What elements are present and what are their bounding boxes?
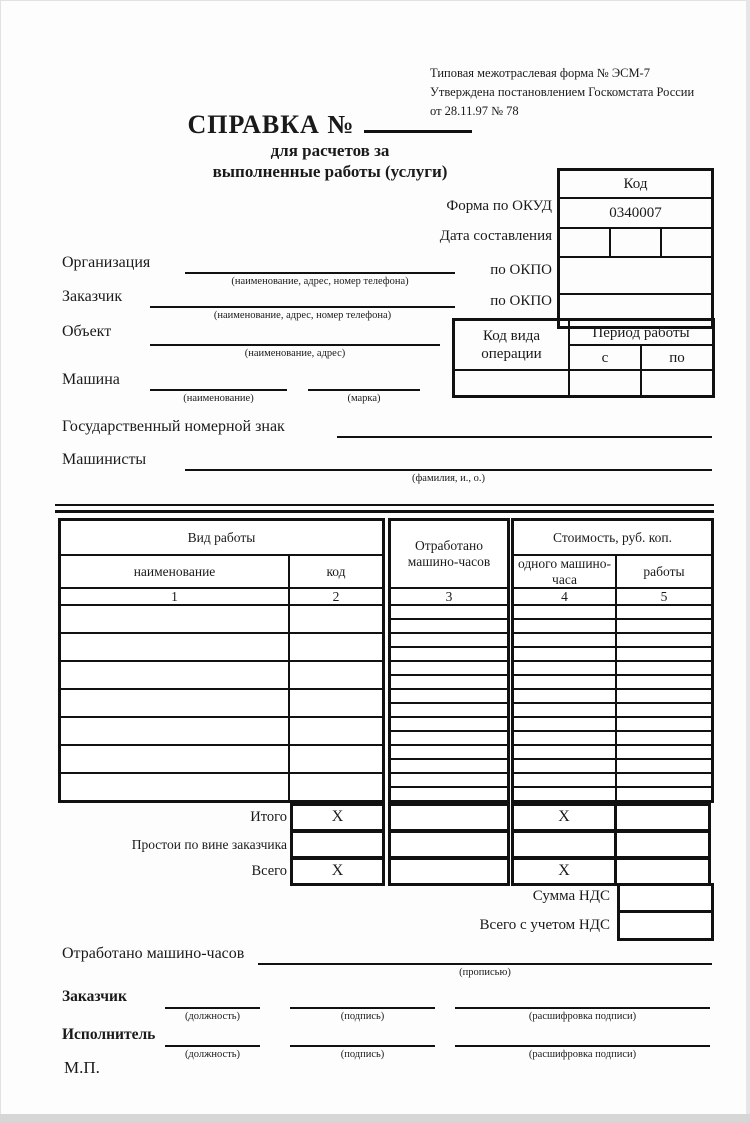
- period-to-header: по: [641, 345, 714, 370]
- okpo-label-2: по ОКПО: [490, 293, 552, 309]
- form-note-line1: Типовая межотраслевая форма № ЭСМ-7: [430, 66, 650, 80]
- executor-position-line: [165, 1045, 260, 1047]
- empty-cell: [514, 788, 615, 800]
- form-note-line3: от 28.11.97 № 78: [430, 103, 519, 118]
- downtime-code-cell: [290, 830, 385, 859]
- operation-code-cell: [454, 370, 570, 397]
- empty-cell: [617, 690, 711, 702]
- col-number-3: 3: [391, 589, 507, 604]
- vat-label: Сумма НДС: [532, 888, 610, 904]
- empty-cell: [514, 648, 615, 660]
- vat-cell: [617, 883, 714, 913]
- object-line: [150, 344, 440, 346]
- grand-total-work-cost-cell: [614, 857, 711, 886]
- empty-cell: [61, 662, 288, 688]
- empty-cell: [617, 774, 711, 786]
- col-work-cost-header: работы: [617, 556, 711, 587]
- empty-cell: [61, 718, 288, 744]
- grand-total-code-cell: X: [290, 857, 385, 886]
- executor-name-line: [455, 1045, 710, 1047]
- empty-cell: [617, 718, 711, 730]
- machine-brand-caption: (марка): [347, 393, 381, 404]
- okud-label: Форма по ОКУД: [446, 198, 552, 214]
- organization-label: Организация: [62, 254, 151, 271]
- grand-total-row: [58, 857, 711, 886]
- empty-cell: [61, 634, 288, 660]
- executor-sign-line: [290, 1045, 435, 1047]
- period-header: Период работы: [569, 320, 714, 346]
- totals-work-cost-cell: [614, 803, 711, 832]
- period-from-cell: [569, 370, 641, 397]
- work-table-group-hours: [388, 518, 510, 803]
- totals-label: Итого: [250, 809, 287, 825]
- empty-cell: [391, 648, 507, 660]
- form-note-line2: Утверждена постановлением Госкомстата России: [430, 84, 695, 99]
- customer-line: [150, 306, 455, 308]
- totals-code-cell: X: [290, 803, 385, 832]
- machine-name-line: [150, 389, 287, 391]
- downtime-hours-cell: [388, 830, 510, 859]
- col-name-header: наименование: [61, 556, 288, 587]
- empty-cell: [617, 760, 711, 772]
- empty-cell: [514, 662, 615, 674]
- empty-cell: [617, 788, 711, 800]
- operation-box: [452, 318, 715, 398]
- empty-cell: [290, 718, 382, 744]
- empty-cell: [617, 662, 711, 674]
- empty-cell: [617, 648, 711, 660]
- okpo-cell-1: [559, 257, 713, 294]
- empty-cell: [290, 662, 382, 688]
- operators-label: Машинисты: [62, 451, 147, 468]
- date-cell-1: [559, 228, 611, 257]
- downtime-row: [58, 830, 711, 859]
- work-table-group-work: [58, 518, 385, 803]
- customer-position-caption: (должность): [184, 1011, 241, 1022]
- col-code-header: код: [290, 556, 382, 587]
- form-subtitle-2: выполненные работы (услуги): [212, 162, 448, 182]
- empty-cell: [391, 620, 507, 632]
- machine-label: Машина: [62, 371, 120, 388]
- date-cell-3: [661, 228, 713, 257]
- form-title-text: СПРАВКА №: [187, 110, 355, 139]
- empty-cell: [514, 760, 615, 772]
- col-number-4: 4: [514, 589, 615, 604]
- state-number-line: [337, 436, 712, 438]
- downtime-label: Простои по вине заказчика: [131, 837, 287, 852]
- totals-hours-cell: [388, 803, 510, 832]
- code-box: [557, 168, 714, 329]
- empty-cell: [514, 704, 615, 716]
- grand-total-label: Всего: [251, 863, 287, 879]
- col-unit-cost-header: одного машино-часа: [514, 556, 615, 587]
- organization-line: [185, 272, 455, 274]
- customer-position-line: [165, 1007, 260, 1009]
- empty-cell: [617, 676, 711, 688]
- operation-code-header: Код вида операции: [454, 320, 570, 371]
- empty-cell: [290, 690, 382, 716]
- code-box-header: Код: [559, 170, 713, 199]
- total-with-vat-cell: [617, 910, 714, 941]
- machine-brand-line: [308, 389, 420, 391]
- empty-cell: [61, 746, 288, 772]
- empty-cell: [391, 732, 507, 744]
- okud-code-cell: 0340007: [559, 198, 713, 228]
- downtime-work-cost-cell: [614, 830, 711, 859]
- work-table: [58, 518, 714, 803]
- col-number-5: 5: [617, 589, 711, 604]
- organization-caption: (наименование, адрес, номер телефона): [231, 276, 409, 287]
- empty-cell: [290, 746, 382, 772]
- empty-cell: [391, 634, 507, 646]
- empty-cell: [391, 746, 507, 758]
- empty-cell: [514, 676, 615, 688]
- section-divider: [55, 504, 714, 513]
- work-table-group-cost: [511, 518, 714, 803]
- date-cell-2: [610, 228, 661, 257]
- col-hours-header: Отработано машино-часов: [391, 521, 507, 587]
- date-label: Дата составления: [439, 228, 552, 244]
- empty-cell: [391, 704, 507, 716]
- customer-signature-label: Заказчик: [62, 988, 127, 1005]
- empty-cell: [290, 606, 382, 632]
- customer-name-caption: (расшифровка подписи): [528, 1011, 637, 1022]
- executor-signature-label: Исполнитель: [62, 1026, 156, 1043]
- scan-edge-right: [746, 0, 750, 1123]
- empty-cell: [391, 788, 507, 800]
- okpo-label-1: по ОКПО: [490, 262, 552, 278]
- customer-caption: (наименование, адрес, номер телефона): [213, 310, 392, 321]
- group-work-header: Вид работы: [61, 521, 382, 554]
- executor-sign-caption: (подпись): [340, 1049, 385, 1060]
- col-number-2: 2: [290, 589, 382, 604]
- empty-cell: [617, 606, 711, 618]
- total-with-vat-label: Всего с учетом НДС: [479, 917, 610, 933]
- empty-cell: [617, 704, 711, 716]
- empty-cell: [514, 774, 615, 786]
- empty-cell: [290, 774, 382, 800]
- grand-total-hours-cell: [388, 857, 510, 886]
- totals-unit-cost-cell: X: [511, 803, 617, 832]
- empty-cell: [391, 662, 507, 674]
- hours-worked-line: [258, 963, 712, 965]
- title-block: [118, 110, 542, 183]
- executor-position-caption: (должность): [184, 1049, 241, 1060]
- empty-cell: [514, 732, 615, 744]
- customer-sign-caption: (подпись): [340, 1011, 385, 1022]
- period-from-header: с: [569, 345, 641, 370]
- totals-row: [58, 803, 711, 832]
- empty-cell: [514, 718, 615, 730]
- empty-cell: [391, 718, 507, 730]
- customer-name-line: [455, 1007, 710, 1009]
- empty-cell: [617, 634, 711, 646]
- hours-worked-label: Отработано машино-часов: [62, 945, 245, 962]
- empty-cell: [617, 732, 711, 744]
- stamp-place-label: М.П.: [64, 1058, 100, 1077]
- state-number-label: Государственный номерной знак: [62, 418, 285, 435]
- customer-label: Заказчик: [62, 288, 123, 305]
- object-label: Объект: [62, 323, 112, 340]
- form-title: [118, 110, 542, 140]
- empty-cell: [391, 606, 507, 618]
- empty-cell: [514, 634, 615, 646]
- empty-cell: [617, 620, 711, 632]
- downtime-unit-cost-cell: [511, 830, 617, 859]
- scan-edge-bottom: [0, 1114, 750, 1123]
- empty-cell: [514, 606, 615, 618]
- empty-cell: [391, 774, 507, 786]
- hours-worked-caption: (прописью): [459, 967, 511, 978]
- title-number-blank: [364, 130, 472, 133]
- empty-cell: [61, 606, 288, 632]
- col-number-1: 1: [61, 589, 288, 604]
- customer-sign-line: [290, 1007, 435, 1009]
- empty-cell: [61, 690, 288, 716]
- form-subtitle-1: для расчетов за: [270, 141, 390, 160]
- empty-cell: [514, 690, 615, 702]
- empty-cell: [514, 620, 615, 632]
- operators-caption: (фамилия, и., о.): [411, 473, 486, 484]
- empty-cell: [61, 774, 288, 800]
- operators-line: [185, 469, 712, 471]
- grand-total-unit-cost-cell: X: [511, 857, 617, 886]
- empty-cell: [617, 746, 711, 758]
- object-caption: (наименование, адрес): [244, 348, 346, 359]
- group-cost-header: Стоимость, руб. коп.: [514, 521, 711, 554]
- empty-cell: [391, 676, 507, 688]
- empty-cell: [514, 746, 615, 758]
- empty-cell: [391, 690, 507, 702]
- machine-name-caption: (наименование): [183, 393, 254, 404]
- period-to-cell: [641, 370, 714, 397]
- executor-name-caption: (расшифровка подписи): [528, 1049, 637, 1060]
- empty-cell: [391, 760, 507, 772]
- empty-cell: [290, 634, 382, 660]
